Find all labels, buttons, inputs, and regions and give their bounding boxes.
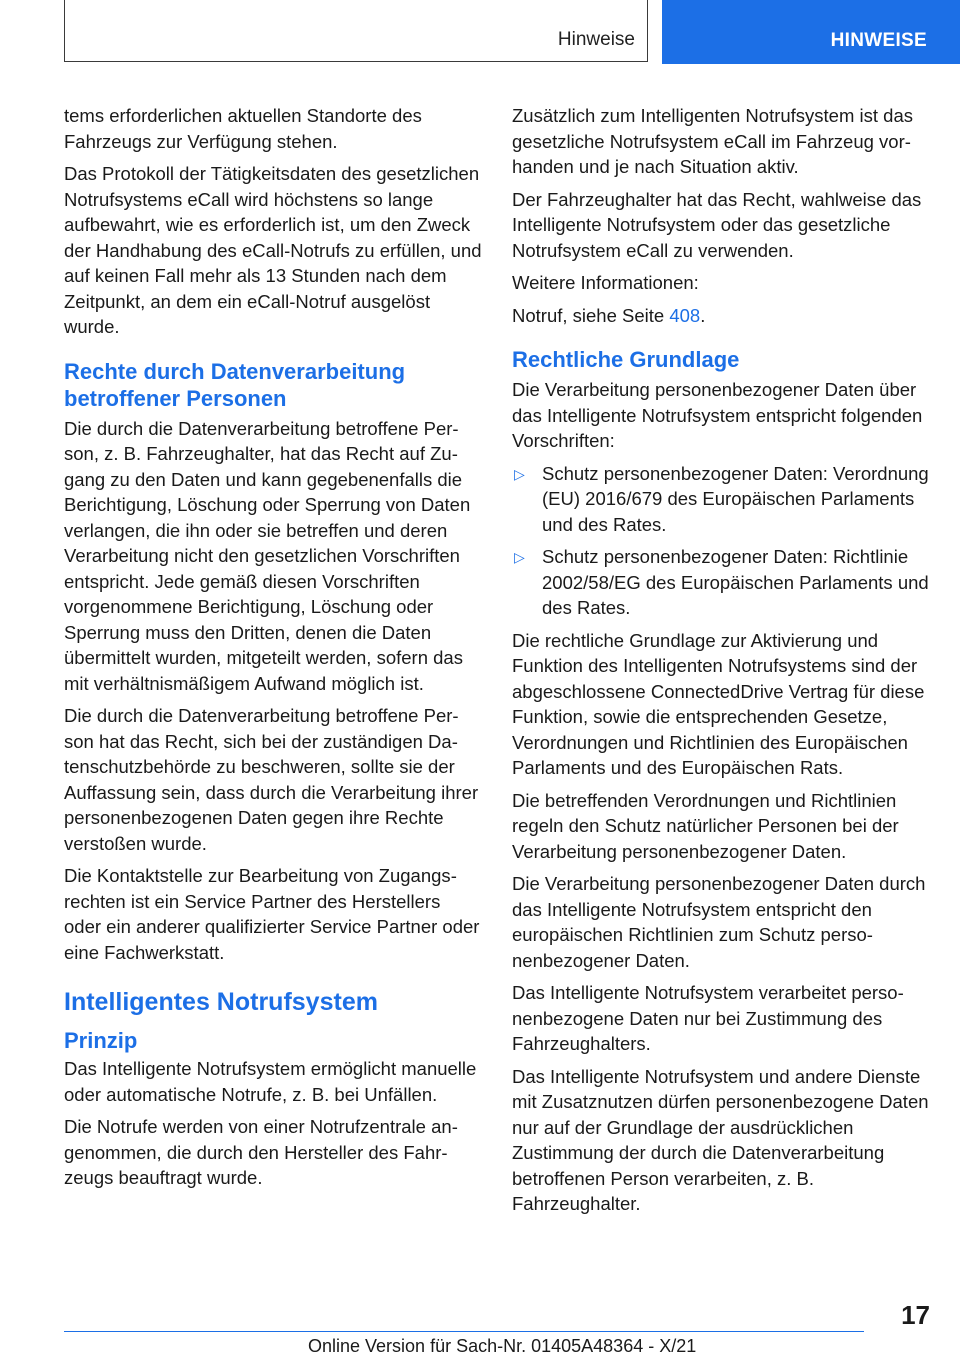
- reference-prefix: Notruf, siehe Seite: [512, 304, 670, 326]
- heading-rights: Rechte durch Datenverarbeitung betroffener Personen: [64, 358, 406, 411]
- paragraph: Der Fahrzeughalter hat das Recht, wahlweise das Intelligente Notrufsystem oder das gesetzliche Notrufsystem eCall zu verwenden.: [512, 188, 922, 261]
- paragraph: Die Notrufe werden von einer Notrufzentrale angenommen, die durch den Hersteller des Fahrzeugs beauftragt wurde.: [64, 1116, 458, 1188]
- paragraph: Das Intelligente Notrufsystem und andere Dienste mit Zusatznutzen dürfen personenbezogene Daten nur auf der Grundlage der ausdrücklichen Zustimmung der durch die Datenverarbeitung betroffenen Person verarbeiten, z. B. Fahrzeughalter.: [512, 1065, 929, 1214]
- paragraph: Die Verarbeitung personenbezogener Daten durch das Intelligente Notrufsystem entspricht den europäischen Richtlinien zum Schutz personenbezogener Daten.: [512, 873, 926, 971]
- paragraph: Das Protokoll der Tätigkeitsdaten des gesetzlichen Notrufsystems eCall wird höchstens so lange aufbewahrt, wie es erforderlich ist, um den Zweck der Handhabung des eCall-Notrufs zu erfüllen, und auf keinen Fall mehr als 13 Stunden nach dem Zeitpunkt, an dem ein eCall-Notruf ausgelöst wurde.: [64, 163, 482, 337]
- paragraph: Die Verarbeitung personenbezogener Daten über das Intelligente Notrufsystem entspricht folgenden Vorschriften:: [512, 379, 923, 451]
- page-header: [0, 0, 960, 66]
- triangle-bullet-icon: ▷: [514, 549, 525, 565]
- chapter-tab[interactable]: [662, 0, 960, 64]
- triangle-bullet-icon: ▷: [514, 465, 525, 482]
- footer-divider: [64, 1331, 864, 1332]
- online-version-footer: Online Version für Sach-Nr. 01405A48364 - X/21: [308, 1336, 697, 1356]
- list-item-text: Schutz personenbezogener Daten: Richtlinie 2002/58/EG des Europäischen Parlaments und des Rates.: [542, 546, 929, 618]
- heading-legal-basis: Rechtliche Grundlage: [512, 347, 740, 372]
- paragraph-page-reference: [512, 303, 932, 329]
- section-title-box: [64, 0, 648, 62]
- page-number: 17: [901, 1300, 930, 1330]
- paragraph: Die Kontaktstelle zur Bearbeitung von Zugangsrechten ist ein Service Partner des Herstellers oder ein anderer qualifizierter Service Partner oder eine Fachwerkstatt.: [64, 865, 480, 963]
- paragraph: Die durch die Datenverarbeitung betroffene Person, z. B. Fahrzeughalter, hat das Recht auf Zugang zu den Daten und kann gegebenenfalls die Berichtigung, Löschung oder Sperrung von Daten verlangen, die ihn oder sie betreffen und deren Verarbeitung nicht den gesetzlichen Vorschriften entspricht. Jede gemäß diesen Vorschriften vorgenommene Berichtigung, Löschung oder Sperrung muss den Dritten, denen die Daten übermittelt wurden, mitgeteilt werden, sofern das mit verhältnismäßigem Aufwand möglich ist.: [64, 417, 471, 694]
- paragraph: Weitere Informationen:: [512, 272, 699, 293]
- section-title: Hinweise: [557, 29, 635, 50]
- right-column: [512, 103, 932, 1224]
- reference-suffix: .: [700, 304, 706, 326]
- paragraph: Das Intelligente Notrufsystem verarbeitet personenbezogene Daten nur bei Zustimmung des Fahrzeughalters.: [512, 982, 904, 1054]
- heading-intelligent-emergency-call: Intelligentes Notrufsystem: [64, 988, 378, 1016]
- page-link-408[interactable]: 408: [669, 304, 701, 326]
- list-item: [512, 461, 932, 538]
- list-item-text: Schutz personenbezogener Daten: Verordnung (EU) 2016/679 des Europäischen Parlaments und des Rates.: [542, 462, 929, 535]
- list-item: [512, 544, 932, 621]
- paragraph: Das Intelligente Notrufsystem ermöglicht manuelle oder automatische Notrufe, z. B. bei Unfällen.: [64, 1058, 477, 1105]
- left-column: [64, 103, 482, 1198]
- paragraph: Die rechtliche Grundlage zur Aktivierung und Funktion des Intelligenten Notrufsystems sind der abgeschlossene ConnectedDrive Vertrag für diese Funktion, sowie die entsprechenden Gesetze, Verordnungen und Richtlinien des Europäischen Parlaments und des Europäischen Rats.: [512, 629, 925, 778]
- paragraph: tems erforderlichen aktuellen Standorte des Fahrzeugs zur Verfügung stehen.: [64, 105, 422, 152]
- heading-principle: Prinzip: [64, 1028, 138, 1053]
- paragraph: Die durch die Datenverarbeitung betroffene Person hat das Recht, sich bei der zuständigen Datenschutzbehörde zu beschweren, sollte sie der Auffassung sein, dass durch die Verarbeitung ihrer personenbezogenen Daten gegen ihre Rechte verstoßen wurde.: [64, 705, 479, 854]
- paragraph: Zusätzlich zum Intelligenten Notrufsystem ist das gesetzliche Notrufsystem eCall im Fahrzeug vorhanden und je nach Situation aktiv.: [512, 105, 913, 177]
- chapter-tab-label: HINWEISE: [830, 30, 927, 51]
- paragraph: Die betreffenden Verordnungen und Richtlinien regeln den Schutz natürlicher Personen bei der Verarbeitung personenbezogener Daten.: [512, 789, 899, 862]
